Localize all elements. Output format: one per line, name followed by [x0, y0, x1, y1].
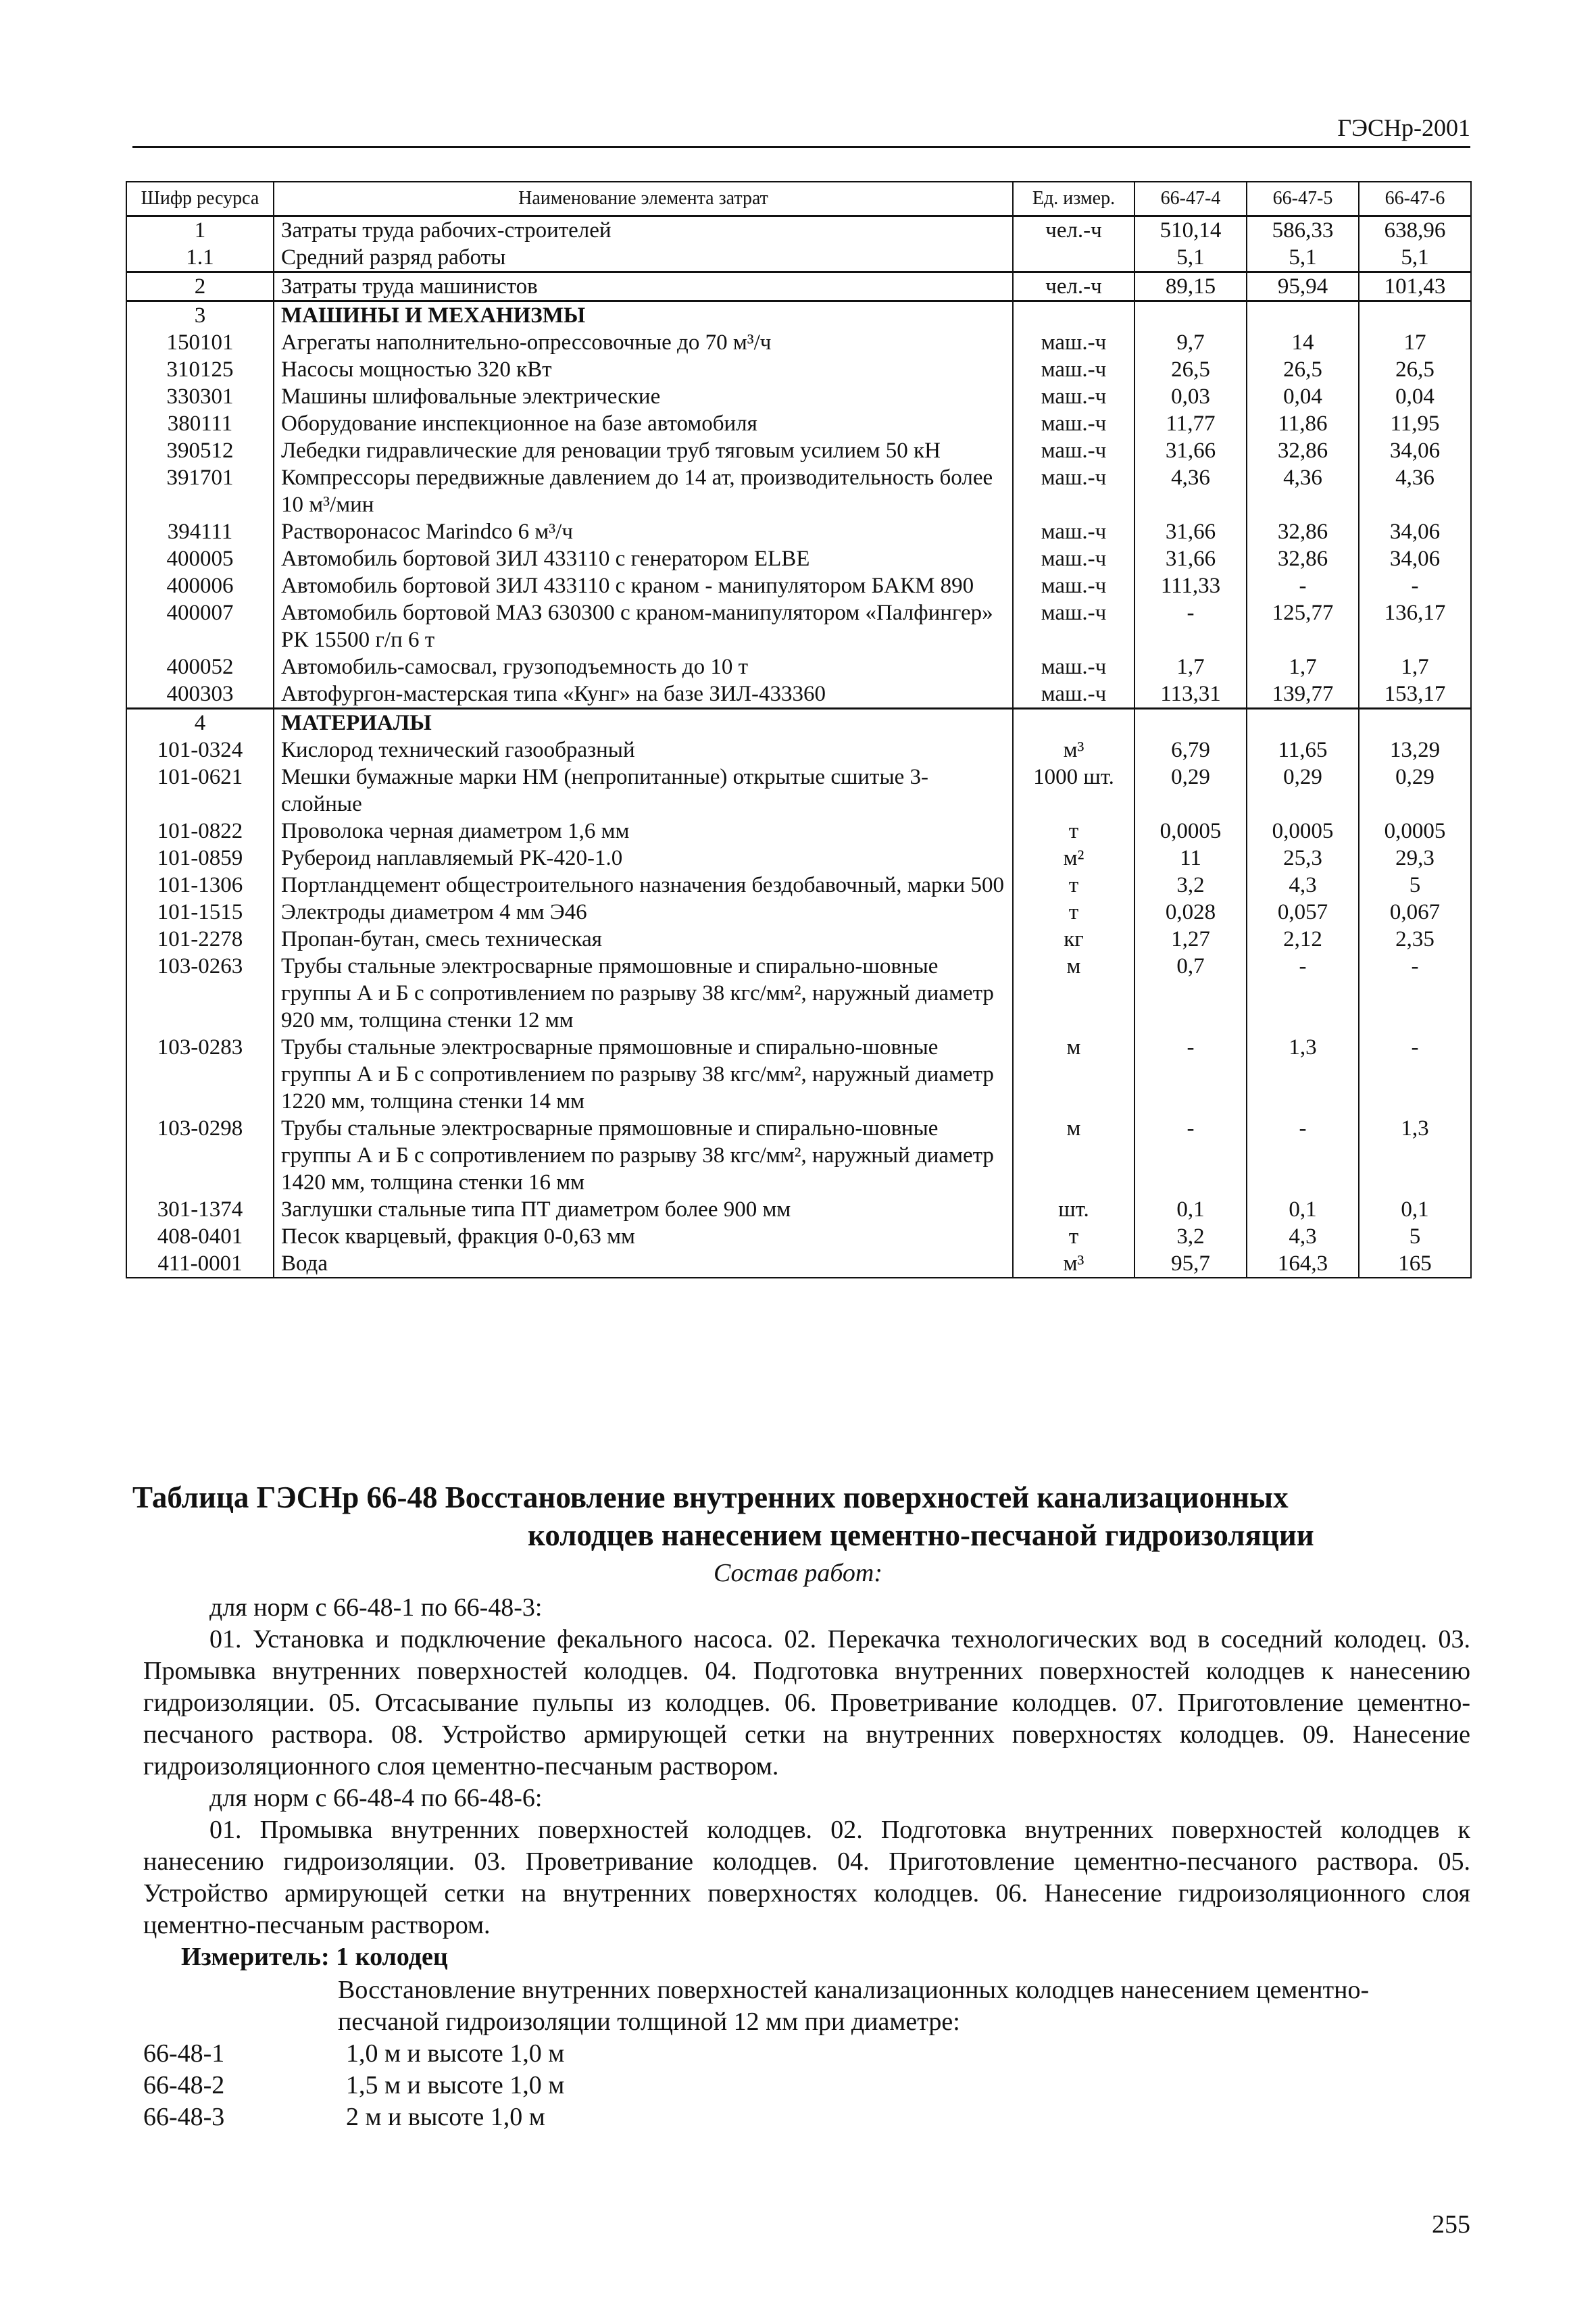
unit-cell: маш.-ч — [1013, 464, 1134, 518]
value-cell: 0,1 — [1134, 1196, 1247, 1223]
value-cell: 3,2 — [1134, 1223, 1247, 1250]
value-cell: 95,94 — [1247, 272, 1359, 301]
table-row — [126, 410, 1471, 437]
resource-name-cell: Рубероид наплавляемый РК-420-1.0 — [274, 845, 1013, 872]
resource-code-cell: 2 — [126, 272, 274, 301]
unit-cell: маш.-ч — [1013, 653, 1134, 680]
resource-code-cell: 400007 — [126, 599, 274, 653]
value-cell: 26,5 — [1247, 356, 1359, 383]
value-cell: 0,0005 — [1134, 818, 1247, 845]
value-cell: 1,7 — [1247, 653, 1359, 680]
resource-name-cell: Пропан-бутан, смесь техническая — [274, 926, 1013, 953]
value-cell: 95,7 — [1134, 1250, 1247, 1278]
column-header-unit: Ед. измер. — [1013, 182, 1134, 216]
value-cell: 31,66 — [1134, 545, 1247, 572]
value-cell: 34,06 — [1359, 437, 1471, 464]
value-cell: 11,65 — [1247, 737, 1359, 764]
value-cell: 26,5 — [1134, 356, 1247, 383]
unit-cell — [1013, 301, 1134, 330]
norm-text: 1,0 м и высоте 1,0 м — [346, 2039, 565, 2068]
section-subtitle: Состав работ: — [713, 1559, 883, 1587]
value-cell: 125,77 — [1247, 599, 1359, 653]
value-cell: - — [1359, 572, 1471, 599]
value-cell — [1359, 301, 1471, 330]
unit-cell: маш.-ч — [1013, 599, 1134, 653]
norm-text: 1,5 м и высоте 1,0 м — [346, 2071, 565, 2099]
resource-code-cell: 103-0283 — [126, 1034, 274, 1115]
resource-name-cell: Мешки бумажные марки НМ (непропитанные) открытые сшитые 3-слойные — [274, 764, 1013, 818]
table-row — [126, 464, 1471, 518]
resource-code-cell: 400052 — [126, 653, 274, 680]
value-cell: 0,29 — [1359, 764, 1471, 818]
unit-cell: чел.-ч — [1013, 216, 1134, 245]
resource-name-cell: Агрегаты наполнительно-опрессовочные до 70 м³/ч — [274, 329, 1013, 356]
unit-cell — [1013, 244, 1134, 272]
resource-code-cell: 101-0859 — [126, 845, 274, 872]
value-cell: 136,17 — [1359, 599, 1471, 653]
value-cell: 111,33 — [1134, 572, 1247, 599]
value-cell: 17 — [1359, 329, 1471, 356]
value-cell: 5 — [1359, 872, 1471, 899]
resource-name-cell: Лебедки гидравлические для реновации труб тяговым усилием 50 кН — [274, 437, 1013, 464]
resource-table — [126, 181, 1472, 1278]
table-row — [126, 680, 1471, 709]
resource-name-cell: Трубы стальные электросварные прямошовные и спирально-шовные группы А и Б с сопротивлением по разрыву 38 кгс/мм², наружный диаметр 1420 мм, толщина стенки 16 мм — [274, 1115, 1013, 1196]
resource-code-cell: 380111 — [126, 410, 274, 437]
value-cell: 1,3 — [1359, 1115, 1471, 1196]
resource-name-cell: Оборудование инспекционное на базе автомобиля — [274, 410, 1013, 437]
resource-code-cell: 4 — [126, 709, 274, 737]
resource-code-cell: 330301 — [126, 383, 274, 410]
value-cell: 34,06 — [1359, 518, 1471, 545]
table-row — [126, 383, 1471, 410]
column-header-name: Наименование элемента затрат — [274, 182, 1013, 216]
unit-cell: кг — [1013, 926, 1134, 953]
table-row — [126, 872, 1471, 899]
section-title — [132, 1478, 1470, 1554]
table-row — [126, 356, 1471, 383]
value-cell: 11,95 — [1359, 410, 1471, 437]
unit-cell: маш.-ч — [1013, 329, 1134, 356]
value-cell: 0,04 — [1359, 383, 1471, 410]
value-cell: 25,3 — [1247, 845, 1359, 872]
norm-item — [143, 2101, 545, 2133]
value-cell: 5,1 — [1247, 244, 1359, 272]
resource-name-cell: Компрессоры передвижные давлением до 14 ат, производительность более 10 м³/мин — [274, 464, 1013, 518]
value-cell: 4,3 — [1247, 872, 1359, 899]
resource-code-cell: 411-0001 — [126, 1250, 274, 1278]
value-cell: - — [1134, 1034, 1247, 1115]
table-row — [126, 845, 1471, 872]
table-row — [126, 572, 1471, 599]
table-row — [126, 737, 1471, 764]
resource-name-cell: Трубы стальные электросварные прямошовные и спирально-шовные группы А и Б с сопротивлением по разрыву 38 кгс/мм², наружный диаметр 1220 мм, толщина стенки 14 мм — [274, 1034, 1013, 1115]
resource-code-cell: 1 — [126, 216, 274, 245]
value-cell — [1134, 709, 1247, 737]
value-cell — [1247, 709, 1359, 737]
table-row — [126, 709, 1471, 737]
value-cell: 4,36 — [1359, 464, 1471, 518]
resource-code-cell: 390512 — [126, 437, 274, 464]
table-row — [126, 1223, 1471, 1250]
table-row — [126, 818, 1471, 845]
unit-cell: т — [1013, 1223, 1134, 1250]
unit-cell: м — [1013, 953, 1134, 1034]
unit-cell: шт. — [1013, 1196, 1134, 1223]
table-row — [126, 437, 1471, 464]
value-cell: 0,1 — [1359, 1196, 1471, 1223]
value-cell: 0,028 — [1134, 899, 1247, 926]
document-code: ГЭСНр-2001 — [1337, 114, 1470, 141]
value-cell: 1,7 — [1134, 653, 1247, 680]
resource-code-cell: 400005 — [126, 545, 274, 572]
value-cell: - — [1359, 1034, 1471, 1115]
value-cell: 165 — [1359, 1250, 1471, 1278]
section-title-line-1: Таблица ГЭСНр 66-48 Восстановление внутренних поверхностей канализационных — [132, 1480, 1289, 1514]
resource-code-cell: 101-0621 — [126, 764, 274, 818]
unit-cell: т — [1013, 899, 1134, 926]
resource-code-cell: 150101 — [126, 329, 274, 356]
resource-code-cell: 310125 — [126, 356, 274, 383]
value-cell: 153,17 — [1359, 680, 1471, 709]
norm-code: 66-48-2 — [143, 2071, 225, 2099]
value-cell: 0,29 — [1247, 764, 1359, 818]
value-cell: 1,27 — [1134, 926, 1247, 953]
value-cell: 0,067 — [1359, 899, 1471, 926]
resource-name-cell: Электроды диаметром 4 мм Э46 — [274, 899, 1013, 926]
value-cell: 6,79 — [1134, 737, 1247, 764]
work-composition — [143, 1592, 1470, 1973]
table-header-row — [126, 182, 1471, 216]
table-row — [126, 518, 1471, 545]
table-row — [126, 329, 1471, 356]
value-cell: 0,0005 — [1359, 818, 1471, 845]
table-row — [126, 1250, 1471, 1278]
value-cell: 5 — [1359, 1223, 1471, 1250]
resource-code-cell: 101-0822 — [126, 818, 274, 845]
value-cell: 34,06 — [1359, 545, 1471, 572]
resource-name-cell: Автофургон-мастерская типа «Кунг» на базе ЗИЛ-433360 — [274, 680, 1013, 709]
norm-code: 66-48-3 — [143, 2103, 225, 2131]
resource-code-cell: 3 — [126, 301, 274, 330]
value-cell: - — [1247, 953, 1359, 1034]
resource-name-cell: Машины шлифовальные электрические — [274, 383, 1013, 410]
value-cell: 2,35 — [1359, 926, 1471, 953]
value-cell: 101,43 — [1359, 272, 1471, 301]
table-row — [126, 899, 1471, 926]
unit-cell: маш.-ч — [1013, 410, 1134, 437]
resource-code-cell: 103-0263 — [126, 953, 274, 1034]
value-cell: 0,057 — [1247, 899, 1359, 926]
work-text-1: 01. Установка и подключение фекального насоса. 02. Перекачка технологических вод в соседний колодец. 03. Промывка внутренних поверхностей колодцев. 04. Подготовка внутренних поверхностей колодцев к нанесению гидроизоляции. 05. Отсасывание пульпы из колодцев. 06. Проветривание колодцев. 07. Приготовление цементно-песчаного раствора. 08. Устройство армирующей сетки на внутренних поверхностях колодцев. 09. Нанесение гидроизоляционного слоя цементно-песчаным раствором. — [143, 1625, 1470, 1781]
value-cell: 29,3 — [1359, 845, 1471, 872]
table-row — [126, 599, 1471, 653]
resource-code-cell: 400006 — [126, 572, 274, 599]
unit-cell: маш.-ч — [1013, 518, 1134, 545]
value-cell: 164,3 — [1247, 1250, 1359, 1278]
value-cell: 0,0005 — [1247, 818, 1359, 845]
norm-item — [143, 2070, 564, 2101]
table-row — [126, 1196, 1471, 1223]
value-cell — [1359, 709, 1471, 737]
unit-cell: т — [1013, 818, 1134, 845]
value-cell: 32,86 — [1247, 545, 1359, 572]
unit-cell: маш.-ч — [1013, 572, 1134, 599]
section-title-line-2: колодцев нанесением цементно-песчаной гидроизоляции — [528, 1518, 1314, 1552]
resource-name-cell: Затраты труда машинистов — [274, 272, 1013, 301]
resource-name-cell: Растворонасос Marindco 6 м³/ч — [274, 518, 1013, 545]
value-cell: 11 — [1134, 845, 1247, 872]
table-row — [126, 244, 1471, 272]
value-cell: 1,7 — [1359, 653, 1471, 680]
table-row — [126, 926, 1471, 953]
value-cell: 5,1 — [1359, 244, 1471, 272]
unit-cell: м — [1013, 1115, 1134, 1196]
table-body — [126, 216, 1471, 1278]
value-cell: - — [1359, 953, 1471, 1034]
value-cell: 1,3 — [1247, 1034, 1359, 1115]
value-cell: 14 — [1247, 329, 1359, 356]
value-cell — [1247, 301, 1359, 330]
column-header-norm-3: 66-47-6 — [1359, 182, 1471, 216]
resource-name-cell: Вода — [274, 1250, 1013, 1278]
resource-name-cell: Средний разряд работы — [274, 244, 1013, 272]
resource-name-cell: Кислород технический газообразный — [274, 737, 1013, 764]
resource-name-cell: Автомобиль-самосвал, грузоподъемность до 10 т — [274, 653, 1013, 680]
norms-range-label-1: для норм с 66-48-1 по 66-48-3: — [209, 1593, 543, 1622]
column-header-norm-2: 66-47-5 — [1247, 182, 1359, 216]
value-cell — [1134, 301, 1247, 330]
value-cell: 13,29 — [1359, 737, 1471, 764]
work-text-2: 01. Промывка внутренних поверхностей колодцев. 02. Подготовка внутренних поверхностей колодцев к нанесению гидроизоляции. 03. Проветривание колодцев. 04. Приготовление цементно-песчаного раствора. 05. Устройство армирующей сетки на внутренних поверхностях колодцев. 06. Нанесение гидроизоляционного слоя цементно-песчаным раствором. — [143, 1816, 1470, 1939]
resource-code-cell: 301-1374 — [126, 1196, 274, 1223]
norm-text: 2 м и высоте 1,0 м — [346, 2103, 545, 2131]
value-cell: - — [1134, 599, 1247, 653]
value-cell: 510,14 — [1134, 216, 1247, 245]
resource-name-cell: Затраты труда рабочих-строителей — [274, 216, 1013, 245]
measure-label: Измеритель: 1 колодец — [181, 1943, 448, 1971]
value-cell: 113,31 — [1134, 680, 1247, 709]
resource-name-cell: МАШИНЫ И МЕХАНИЗМЫ — [274, 301, 1013, 330]
unit-cell: чел.-ч — [1013, 272, 1134, 301]
unit-cell: маш.-ч — [1013, 383, 1134, 410]
table-row — [126, 764, 1471, 818]
unit-cell — [1013, 709, 1134, 737]
norm-item — [143, 2038, 564, 2070]
value-cell: 638,96 — [1359, 216, 1471, 245]
value-cell: 9,7 — [1134, 329, 1247, 356]
unit-cell: м³ — [1013, 737, 1134, 764]
unit-cell: м² — [1013, 845, 1134, 872]
value-cell: 4,36 — [1247, 464, 1359, 518]
value-cell: 3,2 — [1134, 872, 1247, 899]
value-cell: 11,86 — [1247, 410, 1359, 437]
resource-code-cell: 1.1 — [126, 244, 274, 272]
value-cell: 31,66 — [1134, 437, 1247, 464]
table-row — [126, 653, 1471, 680]
resource-name-cell: Проволока черная диаметром 1,6 мм — [274, 818, 1013, 845]
value-cell: - — [1134, 1115, 1247, 1196]
unit-cell: м³ — [1013, 1250, 1134, 1278]
value-cell: 11,77 — [1134, 410, 1247, 437]
table-row — [126, 301, 1471, 330]
unit-cell: маш.-ч — [1013, 356, 1134, 383]
header-rule — [132, 146, 1470, 148]
value-cell: 586,33 — [1247, 216, 1359, 245]
value-cell: 31,66 — [1134, 518, 1247, 545]
resource-name-cell: Портландцемент общестроительного назначения бездобавочный, марки 500 — [274, 872, 1013, 899]
value-cell: 26,5 — [1359, 356, 1471, 383]
resource-name-cell: Заглушки стальные типа ПТ диаметром более 900 мм — [274, 1196, 1013, 1223]
norm-description: Восстановление внутренних поверхностей канализационных колодцев нанесением цементно-песчаной гидроизоляции толщиной 12 мм при диаметре: — [338, 1976, 1370, 2036]
value-cell: - — [1247, 1115, 1359, 1196]
resource-code-cell: 101-1306 — [126, 872, 274, 899]
table-row — [126, 1115, 1471, 1196]
table-row — [126, 953, 1471, 1034]
value-cell: 32,86 — [1247, 518, 1359, 545]
resource-code-cell: 391701 — [126, 464, 274, 518]
unit-cell: маш.-ч — [1013, 545, 1134, 572]
norms-range-label-2: для норм с 66-48-4 по 66-48-6: — [209, 1784, 543, 1812]
resource-code-cell: 400303 — [126, 680, 274, 709]
value-cell: 4,3 — [1247, 1223, 1359, 1250]
value-cell: - — [1247, 572, 1359, 599]
table-row — [126, 545, 1471, 572]
column-header-norm-1: 66-47-4 — [1134, 182, 1247, 216]
value-cell: 0,1 — [1247, 1196, 1359, 1223]
resource-name-cell: Автомобиль бортовой МАЗ 630300 с краном-манипулятором «Палфингер» РК 15500 г/п 6 т — [274, 599, 1013, 653]
value-cell: 32,86 — [1247, 437, 1359, 464]
table-row — [126, 272, 1471, 301]
value-cell: 0,29 — [1134, 764, 1247, 818]
value-cell: 5,1 — [1134, 244, 1247, 272]
column-header-code: Шифр ресурса — [126, 182, 274, 216]
resource-name-cell: Трубы стальные электросварные прямошовные и спирально-шовные группы А и Б с сопротивлением по разрыву 38 кгс/мм², наружный диаметр 920 мм, толщина стенки 12 мм — [274, 953, 1013, 1034]
value-cell: 89,15 — [1134, 272, 1247, 301]
unit-cell: маш.-ч — [1013, 437, 1134, 464]
resource-name-cell: Насосы мощностью 320 кВт — [274, 356, 1013, 383]
unit-cell: м — [1013, 1034, 1134, 1115]
resource-name-cell: Автомобиль бортовой ЗИЛ 433110 с генератором ELBE — [274, 545, 1013, 572]
resource-code-cell: 103-0298 — [126, 1115, 274, 1196]
resource-name-cell: Автомобиль бортовой ЗИЛ 433110 с краном - манипулятором БАКМ 890 — [274, 572, 1013, 599]
value-cell: 0,04 — [1247, 383, 1359, 410]
value-cell: 2,12 — [1247, 926, 1359, 953]
resource-code-cell: 101-0324 — [126, 737, 274, 764]
resource-code-cell: 101-1515 — [126, 899, 274, 926]
norm-code: 66-48-1 — [143, 2039, 225, 2068]
table-row — [126, 1034, 1471, 1115]
table-row — [126, 216, 1471, 245]
page-number: 255 — [1432, 2210, 1470, 2239]
unit-cell: т — [1013, 872, 1134, 899]
resource-code-cell: 394111 — [126, 518, 274, 545]
resource-code-cell: 101-2278 — [126, 926, 274, 953]
unit-cell: маш.-ч — [1013, 680, 1134, 709]
value-cell: 4,36 — [1134, 464, 1247, 518]
resource-code-cell: 408-0401 — [126, 1223, 274, 1250]
value-cell: 0,7 — [1134, 953, 1247, 1034]
resource-name-cell: МАТЕРИАЛЫ — [274, 709, 1013, 737]
value-cell: 0,03 — [1134, 383, 1247, 410]
unit-cell: 1000 шт. — [1013, 764, 1134, 818]
resource-name-cell: Песок кварцевый, фракция 0-0,63 мм — [274, 1223, 1013, 1250]
value-cell: 139,77 — [1247, 680, 1359, 709]
